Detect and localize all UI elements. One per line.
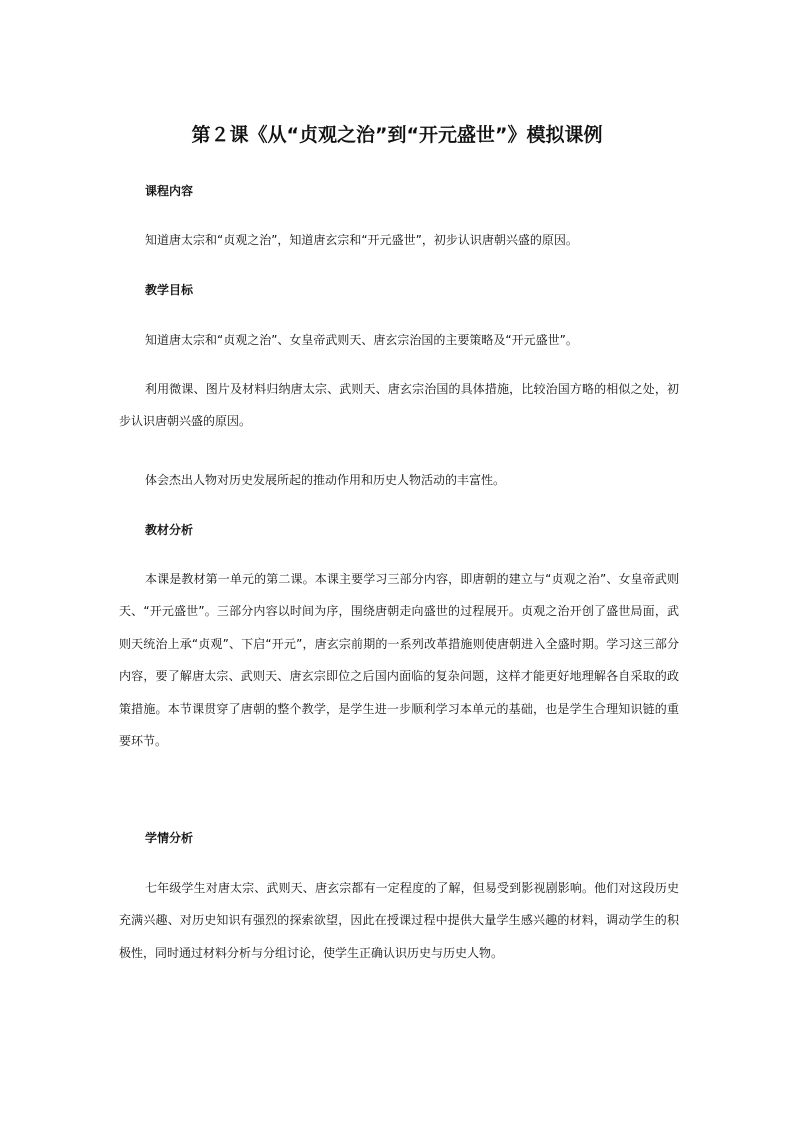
paragraph-goal-1: 知道唐太宗和“贞观之治”、女皇帝武则天、唐玄宗治国的主要策略及“开元盛世”。 <box>145 333 578 347</box>
paragraph-course-content: 知道唐太宗和“贞观之治”，知道唐玄宗和“开元盛世”，初步认识唐朝兴盛的原因。 <box>145 233 578 247</box>
paragraph-goal-3: 体会杰出人物对历史发展所起的推动作用和历史人物活动的丰富性。 <box>145 473 506 487</box>
paragraph-textbook-analysis: 本课是教材第一单元的第二课。本课主要学习三部分内容，即唐朝的建立与“贞观之治”、女皇帝武则天、“开元盛世”。三部分内容以时间为序，围绕唐朝走向盛世的过程展开。贞观之治开创了盛世局面，武则天统治上承“贞观”、下启“开元”，唐玄宗前期的一系列改革措施则使唐朝进入全盛时期。学习这三部分内容，要了解唐太宗、武则天、唐玄宗即位之后国内面临的复杂问题，这样才能更好地理解各自采取的政策措施。本节课贯穿了唐朝的整个教学，是学生进一步顺利学习本单元的基础，也是学生合理知识链的重要环节。 <box>119 572 679 749</box>
section-heading-teaching-goals: 教学目标 <box>145 283 194 297</box>
section-heading-student-analysis: 学情分析 <box>145 831 194 845</box>
paragraph-goal-2: 利用微课、图片及材料归纳唐太宗、武则天、唐玄宗治国的具体措施，比较治国方略的相似之处，初步认识唐朝兴盛的原因。 <box>119 382 679 429</box>
page-title: 第２课《从“贞观之治”到“开元盛世”》模拟课例 <box>191 124 603 146</box>
section-heading-textbook-analysis: 教材分析 <box>145 523 194 537</box>
section-heading-course-content: 课程内容 <box>145 184 194 198</box>
paragraph-student-analysis: 七年级学生对唐太宗、武则天、唐玄宗都有一定程度的了解，但易受到影视剧影响。他们对这段历史充满兴趣、对历史知识有强烈的探索欲望，因此在授课过程中提供大量学生感兴趣的材料，调动学生的积极性，同时通过材料分析与分组讨论，使学生正确认识历史与历史人物。 <box>119 881 679 960</box>
